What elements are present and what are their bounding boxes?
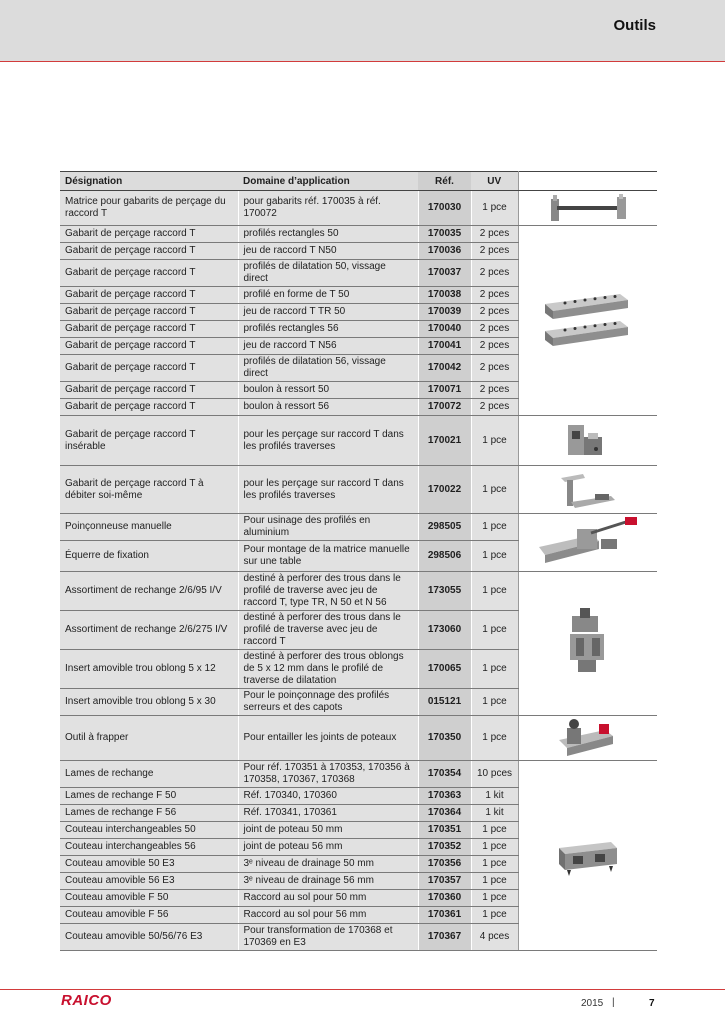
table-row [60, 226, 657, 243]
cell-application: Pour usinage des profilés en aluminium [238, 514, 418, 541]
cell-ref: 298506 [418, 541, 471, 572]
cell-uv: 1 pce [471, 541, 518, 572]
cell-application: jeu de raccord T N50 [238, 243, 418, 260]
cell-application: profilés de dilatation 50, vissage direct [238, 260, 418, 287]
cell-uv: 2 pces [471, 243, 518, 260]
cell-application: joint de poteau 50 mm [238, 822, 418, 839]
cell-designation: Insert amovible trou oblong 5 x 30 [60, 689, 238, 716]
cell-uv: 2 pces [471, 338, 518, 355]
cell-designation: Gabarit de perçage raccord T [60, 304, 238, 321]
cell-application: destiné à perforer des trous dans le profilé de traverse avec jeu de raccord T [238, 611, 418, 650]
cell-designation: Matrice pour gabarits de perçage du raccord T [60, 191, 238, 226]
cell-ref: 170065 [418, 650, 471, 689]
cell-uv: 2 pces [471, 260, 518, 287]
table-row [60, 572, 657, 611]
cell-application: Pour le poinçonnage des profilés serreurs et des capots [238, 689, 418, 716]
tools-table [60, 171, 657, 951]
cell-application: 3ᵉ niveau de drainage 56 mm [238, 873, 418, 890]
product-image-drilling-jig-matrix [518, 191, 657, 226]
cell-uv: 1 pce [471, 890, 518, 907]
cell-designation: Gabarit de perçage raccord T [60, 382, 238, 399]
cell-designation: Couteau amovible 50/56/76 E3 [60, 924, 238, 951]
cell-ref: 170352 [418, 839, 471, 856]
cell-ref: 170036 [418, 243, 471, 260]
footer-divider [0, 989, 725, 990]
cell-ref: 170022 [418, 466, 471, 514]
cell-uv: 1 pce [471, 716, 518, 761]
cell-designation: Lames de rechange [60, 761, 238, 788]
cell-ref: 170361 [418, 907, 471, 924]
cell-ref: 170030 [418, 191, 471, 226]
cell-uv: 1 pce [471, 416, 518, 466]
cell-ref: 173055 [418, 572, 471, 611]
cell-application: profilés rectangles 56 [238, 321, 418, 338]
cell-ref: 170037 [418, 260, 471, 287]
cell-designation: Gabarit de perçage raccord T [60, 243, 238, 260]
cell-application: Réf. 170340, 170360 [238, 788, 418, 805]
cell-application: joint de poteau 56 mm [238, 839, 418, 856]
page-title: Outils [613, 17, 656, 34]
cell-uv: 2 pces [471, 321, 518, 338]
cell-designation: Poinçonneuse manuelle [60, 514, 238, 541]
cell-designation: Lames de rechange F 56 [60, 805, 238, 822]
cell-ref: 170039 [418, 304, 471, 321]
cell-uv: 1 pce [471, 514, 518, 541]
cell-application: Réf. 170341, 170361 [238, 805, 418, 822]
cell-ref: 170351 [418, 822, 471, 839]
cell-designation: Gabarit de perçage raccord T [60, 338, 238, 355]
cell-uv: 1 pce [471, 839, 518, 856]
cell-designation: Couteau interchangeables 50 [60, 822, 238, 839]
cell-ref: 170354 [418, 761, 471, 788]
cell-designation: Gabarit de perçage raccord T insérable [60, 416, 238, 466]
cell-designation: Couteau amovible 56 E3 [60, 873, 238, 890]
table-row [60, 416, 657, 466]
table-row [60, 716, 657, 761]
cell-uv: 1 pce [471, 650, 518, 689]
cell-uv: 1 pce [471, 873, 518, 890]
table-row [60, 191, 657, 226]
cell-application: profilés de dilatation 56, vissage direct [238, 355, 418, 382]
cell-application: Raccord au sol pour 56 mm [238, 907, 418, 924]
cell-application: pour gabarits réf. 170035 à réf. 170072 [238, 191, 418, 226]
cell-application: Pour réf. 170351 à 170353, 170356 à 170358, 170367, 170368 [238, 761, 418, 788]
cell-application: boulon à ressort 50 [238, 382, 418, 399]
product-image-insert-jig [518, 416, 657, 466]
raico-logo: RAICO [61, 992, 112, 1009]
cell-ref: 170367 [418, 924, 471, 951]
cell-uv: 1 pce [471, 689, 518, 716]
product-image-punch-insert [518, 572, 657, 716]
cell-uv: 2 pces [471, 355, 518, 382]
cell-designation: Couteau amovible F 50 [60, 890, 238, 907]
cell-ref: 170356 [418, 856, 471, 873]
cell-uv: 1 pce [471, 466, 518, 514]
cell-ref: 170350 [418, 716, 471, 761]
cell-uv: 1 pce [471, 856, 518, 873]
cell-designation: Outil à frapper [60, 716, 238, 761]
cell-uv: 1 pce [471, 907, 518, 924]
cell-ref: 170364 [418, 805, 471, 822]
cell-designation: Gabarit de perçage raccord T à débiter soi-même [60, 466, 238, 514]
column-header-image [518, 172, 657, 191]
cell-application: Pour montage de la matrice manuelle sur une table [238, 541, 418, 572]
column-header-uv: UV [471, 172, 518, 191]
column-header-application: Domaine d’application [238, 172, 418, 191]
cell-uv: 4 pces [471, 924, 518, 951]
table-header-row [60, 172, 657, 191]
cell-designation: Insert amovible trou oblong 5 x 12 [60, 650, 238, 689]
cell-application: 3ᵉ niveau de drainage 50 mm [238, 856, 418, 873]
cell-uv: 2 pces [471, 287, 518, 304]
cell-ref: 170363 [418, 788, 471, 805]
cell-application: pour les perçage sur raccord T dans les profilés traverses [238, 466, 418, 514]
cell-designation: Gabarit de perçage raccord T [60, 399, 238, 416]
product-image-blades [518, 761, 657, 951]
cell-uv: 1 kit [471, 805, 518, 822]
cell-ref: 170040 [418, 321, 471, 338]
footer-year: 2015 [581, 998, 604, 1009]
cell-ref: 170021 [418, 416, 471, 466]
cell-application: jeu de raccord T N56 [238, 338, 418, 355]
page-header [0, 0, 725, 62]
product-image-drilling-templates [518, 226, 657, 416]
cell-ref: 170357 [418, 873, 471, 890]
cell-ref: 298505 [418, 514, 471, 541]
column-header-ref: Réf. [418, 172, 471, 191]
cell-application: boulon à ressort 56 [238, 399, 418, 416]
cell-designation: Gabarit de perçage raccord T [60, 226, 238, 243]
cell-application: destiné à perforer des trous dans le profilé de traverse avec jeu de raccord T, type TR, N 50 et N 56 [238, 572, 418, 611]
cell-application: Raccord au sol pour 50 mm [238, 890, 418, 907]
cell-ref: 170035 [418, 226, 471, 243]
cell-application: profilé en forme de T 50 [238, 287, 418, 304]
cell-designation: Gabarit de perçage raccord T [60, 355, 238, 382]
cell-application: pour les perçage sur raccord T dans les profilés traverses [238, 416, 418, 466]
cell-designation: Couteau interchangeables 56 [60, 839, 238, 856]
cell-ref: 170041 [418, 338, 471, 355]
cell-designation: Assortiment de rechange 2/6/95 I/V [60, 572, 238, 611]
cell-designation: Équerre de fixation [60, 541, 238, 572]
cell-designation: Gabarit de perçage raccord T [60, 287, 238, 304]
table-row [60, 514, 657, 541]
table-body [60, 191, 657, 951]
cell-uv: 1 pce [471, 572, 518, 611]
table-row [60, 466, 657, 514]
cell-uv: 2 pces [471, 399, 518, 416]
product-image-cut-jig [518, 466, 657, 514]
cell-uv: 10 pces [471, 761, 518, 788]
cell-ref: 170072 [418, 399, 471, 416]
cell-application: Pour transformation de 170368 et 170369 en E3 [238, 924, 418, 951]
cell-ref: 173060 [418, 611, 471, 650]
cell-designation: Assortiment de rechange 2/6/275 I/V [60, 611, 238, 650]
cell-ref: 170360 [418, 890, 471, 907]
cell-uv: 2 pces [471, 304, 518, 321]
cell-ref: 170038 [418, 287, 471, 304]
cell-application: jeu de raccord T TR 50 [238, 304, 418, 321]
product-image-manual-punch [518, 514, 657, 572]
cell-designation: Gabarit de perçage raccord T [60, 260, 238, 287]
cell-designation: Gabarit de perçage raccord T [60, 321, 238, 338]
cell-application: destiné à perforer des trous oblongs de 5 x 12 mm dans le profilé de traverse de dilatation [238, 650, 418, 689]
cell-designation: Couteau amovible 50 E3 [60, 856, 238, 873]
cell-uv: 1 kit [471, 788, 518, 805]
product-image-striking-tool [518, 716, 657, 761]
cell-ref: 170071 [418, 382, 471, 399]
cell-ref: 015121 [418, 689, 471, 716]
cell-uv: 2 pces [471, 382, 518, 399]
footer-separator: | [612, 997, 615, 1008]
cell-ref: 170042 [418, 355, 471, 382]
page-number: 7 [649, 998, 655, 1009]
cell-uv: 2 pces [471, 226, 518, 243]
cell-designation: Couteau amovible F 56 [60, 907, 238, 924]
cell-application: profilés rectangles 50 [238, 226, 418, 243]
table-row [60, 761, 657, 788]
cell-designation: Lames de rechange F 50 [60, 788, 238, 805]
cell-uv: 1 pce [471, 822, 518, 839]
cell-uv: 1 pce [471, 611, 518, 650]
column-header-designation: Désignation [60, 172, 238, 191]
cell-uv: 1 pce [471, 191, 518, 226]
cell-application: Pour entailler les joints de poteaux [238, 716, 418, 761]
